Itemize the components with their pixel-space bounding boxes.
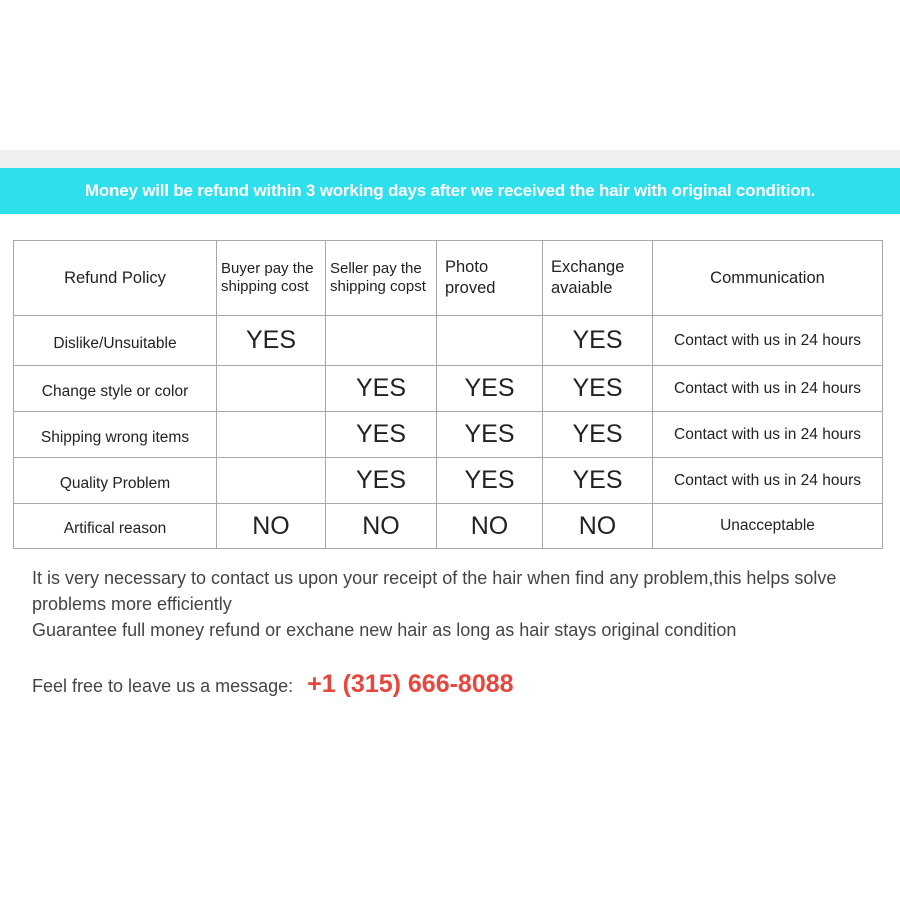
row-label: Quality Problem	[14, 458, 217, 504]
seller-pay-cell: YES	[326, 412, 437, 458]
refund-policy-table	[13, 240, 883, 549]
buyer-pay-cell	[217, 458, 326, 504]
communication-cell: Contact with us in 24 hours	[653, 366, 883, 412]
photo-proved-cell: YES	[437, 412, 543, 458]
seller-pay-cell: YES	[326, 366, 437, 412]
table-row	[14, 504, 883, 549]
phone-number: +1 (315) 666-8088	[307, 670, 514, 698]
communication-cell: Contact with us in 24 hours	[653, 458, 883, 504]
communication-cell: Contact with us in 24 hours	[653, 316, 883, 366]
header-seller-pay: Seller pay the shipping copst	[326, 241, 437, 316]
header-communication: Communication	[653, 241, 883, 316]
note-contact: It is very necessary to contact us upon your receipt of the hair when find any problem,this helps solve problems more efficiently	[32, 568, 837, 614]
communication-cell: Contact with us in 24 hours	[653, 412, 883, 458]
table-row	[14, 412, 883, 458]
row-label: Shipping wrong items	[14, 412, 217, 458]
header-buyer-pay: Buyer pay the shipping cost	[217, 241, 326, 316]
message-label: Feel free to leave us a message:	[32, 676, 294, 696]
seller-pay-cell: NO	[326, 504, 437, 549]
header-exchange-available: Exchange avaiable	[543, 241, 653, 316]
seller-pay-cell: YES	[326, 458, 437, 504]
buyer-pay-cell	[217, 412, 326, 458]
seller-pay-cell	[326, 316, 437, 366]
table-row	[14, 366, 883, 412]
top-gray-band	[0, 150, 900, 168]
exchange-cell: YES	[543, 366, 653, 412]
message-line	[32, 670, 514, 699]
table-header-row	[14, 241, 883, 316]
communication-cell: Unacceptable	[653, 504, 883, 549]
header-photo-proved: Photo proved	[437, 241, 543, 316]
buyer-pay-cell: YES	[217, 316, 326, 366]
header-refund-policy: Refund Policy	[14, 241, 217, 316]
exchange-cell: NO	[543, 504, 653, 549]
table-row	[14, 458, 883, 504]
row-label: Dislike/Unsuitable	[14, 316, 217, 366]
refund-banner: Money will be refund within 3 working days after we received the hair with original condition.	[0, 168, 900, 214]
row-label: Artifical reason	[14, 504, 217, 549]
photo-proved-cell: YES	[437, 458, 543, 504]
row-label: Change style or color	[14, 366, 217, 412]
exchange-cell: YES	[543, 458, 653, 504]
exchange-cell: YES	[543, 412, 653, 458]
photo-proved-cell	[437, 316, 543, 366]
buyer-pay-cell: NO	[217, 504, 326, 549]
exchange-cell: YES	[543, 316, 653, 366]
buyer-pay-cell	[217, 366, 326, 412]
photo-proved-cell: YES	[437, 366, 543, 412]
policy-notes	[32, 565, 872, 643]
note-guarantee: Guarantee full money refund or exchane new hair as long as hair stays original condition	[32, 620, 737, 640]
photo-proved-cell: NO	[437, 504, 543, 549]
table-row	[14, 316, 883, 366]
